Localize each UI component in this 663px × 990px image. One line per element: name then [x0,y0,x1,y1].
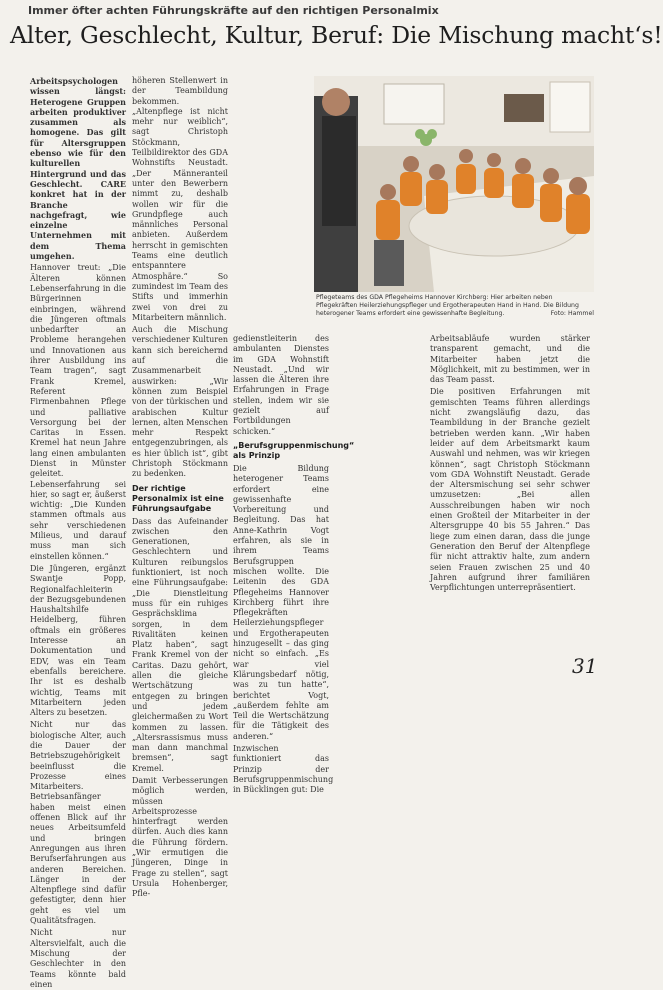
body-paragraph: Die positiven Erfahrungen mit gemischten Teams führen allerdings nicht zwangsläufig dazu, das Teambildung in der Branche gezielt betrieben werden kann. „Wir haben leider auf dem Arbeitsmarkt kaum Auswahl und nehmen, was wir kriegen können“, sagt Christoph Stöckmann vom GDA Wohnstift Neustadt. Gerade der Altersmischung sei sehr schwer umzusetzen: „Bei allen Ausschreibungen haben wir noch einen Großteil der Mitarbeiter in der Altersgruppe 40 bis 55 Jahren.“ Das liege zum einen daran, dass die junge Generation den Beruf der Altenpflege für nicht attraktiv halte, zum andern seien Frauen zwischen 25 und 40 Jahren aufgrund ihrer familiären Verpflichtungen unterrepräsentiert. [430,387,590,593]
headline-row [6,18,663,52]
body-paragraph: gedienstleiterin des ambulanten Dienstes im GDA Wohnstift Neustadt. „Und wir lassen die Älteren ihre Erfahrungen in Frage stellen, indem wir sie gezielt auf Fortbildungen schicken.“ [233,334,329,436]
article-kicker: Immer öfter achten Führungskräfte auf den richtigen Personalmix [28,4,439,17]
team-photo [314,76,594,292]
column-1 [30,76,126,989]
team-photo-illustration [314,76,594,292]
body-paragraph: Auch die Mischung verschiedener Kulturen kann sich bereichernd auf die Zusammenarbeit auswirken: „Wir können zum Beispiel von der türkischen und arabischen Kultur lernen, alten Menschen mehr Respekt entgegenzubringen, als es hier üblich ist“, gibt Christoph Stöckmann zu bedenken. [132,325,228,479]
photo-credit: Foto: Hammel [550,310,594,317]
body-paragraph: Hannover treut: „Die Älteren können Lebenserfahrung in die Bürgerinnen einbringen, während die Jüngeren oftmals unbedarfter an Probleme herangehen und Innovationen aus ihrer Ausbildung ins Team tragen“, sagt Frank Kremel, Referent Firmenbahnen Pflege und palliative Versorgung bei der Caritas in Essen. Kremel hat neun Jahre lang einen ambulanten Dienst in Münster geleitet. Lebenserfahrung sei hier, so sagt er, äußerst wichtig: „Die Kunden stammen oftmals aus sehr verschiedenen Milieus, und darauf muss man sich einstellen können.“ [30,263,126,561]
photo-caption [316,294,594,318]
article-headline: Alter, Geschlecht, Kultur, Beruf: Die Mischung macht‘s! [10,21,663,49]
column-4 [430,334,590,684]
body-paragraph: Nicht nur das biologische Alter, auch die Dauer der Betriebszugehörigkeit beeinflusst die Prozesse eines Mitarbeiters. Betriebsanfänger haben meist einen offenen Blick auf ihr neues Arbeitsumfeld und bringen Anregungen aus ihren Berufserfahrungen aus anderen Bereichen. Länger in der Altenpflege sind dafür gefestigter, denn hier geht es viel um Qualitätsfragen. [30,720,126,926]
column-3 [233,334,355,795]
photo-caption-text: Pflegeteams des GDA Pflegeheims Hannover Kirchberg: Hier arbeiten neben Pflegekräften Heilerziehungspfleger und Ergotherapeuten Hand in Hand. Die Bildung heterogener Teams erfordert eine gewissenhafte Begleitung. [316,294,579,317]
body-paragraph: Inzwischen funktioniert das Prinzip der Berufsgruppenmischung in Bücklingen gut: Die [233,743,334,795]
body-paragraph: Damit Verbesserungen möglich werden, müssen Arbeitsprozesse hinterfragt werden dürfen. Auch dies kann die Führung fördern. „Wir ermutigen die Jüngeren, Dinge in Frage zu stellen“, sagt Ursula Hohenberger, Pfle- [132,776,228,899]
subheading-personalmix: Der richtige Personalmix ist eine Führungsaufgabe [132,483,224,513]
body-paragraph: Arbeitsabläufe wurden stärker transparent gemacht, und die Mitarbeiter haben jetzt die Möglichkeit, mit zu bestimmen, wer in das Team passt. [430,334,590,385]
body-paragraph: höheren Stellenwert in der Teambildung bekommen. „Altenpflege ist nicht mehr nur weiblich“, sagt Christoph Stöckmann, Teilbildirektor des GDA Wohnstifts Neustadt. „Der Männeranteil unter den Bewerbern nimmt zu, deshalb wollen wir für die Grundpflege auch männliches Personal anbieten. Außerdem herrscht in gemischten Teams eine deutlich entspanntere Atmosphäre.“ So zumindest im Team des Stifts und immerhin zwei von drei zu Mitarbeitern männlich. [132,76,228,322]
body-paragraph: Die Bildung heterogener Teams erfordert eine gewissenhafte Vorbereitung und Begleitung. Das hat Anne-Kathrin Vogt erfahren, als sie in ihrem Teams Berufsgruppen mischen wollte. Die Leitenin des GDA Pflegeheims Hannover Kirchberg führt ihre Pflegekräften Heilerziehungspfleger und Ergotherapeuten hinzugesellt – das ging nicht so einfach. „Es war viel Klärungsbedarf nötig, was zu tun hatte“, berichtet Vogt, „außerdem fehlte am Teil die Wertschätzung für die Tätigkeit des anderen.“ [233,463,329,741]
body-paragraph: Nicht nur Altersvielfalt, auch die Mischung der Geschlechter in den Teams könnte bald einen [30,928,126,989]
article-lead: Arbeitspsychologen wissen längst: Heterogene Gruppen arbeiten produktiver zusammen als homogene. Das gilt für Altersgruppen ebenso wie für den kulturellen Hintergrund und das Geschlecht. CARE konkret hat in der Branche nachgefragt, wie einzelne Unternehmen mit dem Thema umgehen. [30,76,126,262]
body-paragraph: Die Jüngeren, ergänzt Swantje Popp, Regionalfachleiterin der Bezugsgebundenen Haushaltshilfe Heidelberg, führen oftmals ein größeres Interesse an Dokumentation und EDV, was ein Team ebenfalls bereichere. Ihr ist es deshalb wichtig, Teams mit Mitarbeitern jeden Alters zu besetzen. [30,563,126,718]
subheading-berufsgruppen: „Berufsgruppenmischung“ als Prinzip [233,440,355,460]
page-number: 31 [572,654,598,678]
column-2 [132,76,228,899]
body-paragraph: Dass das Aufeinander zwischen den Generationen, Geschlechtern und Kulturen reibungslos funktioniert, ist noch eine Führungsaufgabe: „Die Dienstleitung muss für ein ruhiges Gesprächsklima sorgen, in dem Rivalitäten keinen Platz haben“, sagt Frank Kremel von der Caritas. Dazu gehört, allen die gleiche Wertschätzung entgegen zu bringen und jedem gleichermaßen zu Wort kommen zu lassen. „Altersrassismus muss man dann manchmal bremsen“, sagt Kremel. [132,516,228,773]
